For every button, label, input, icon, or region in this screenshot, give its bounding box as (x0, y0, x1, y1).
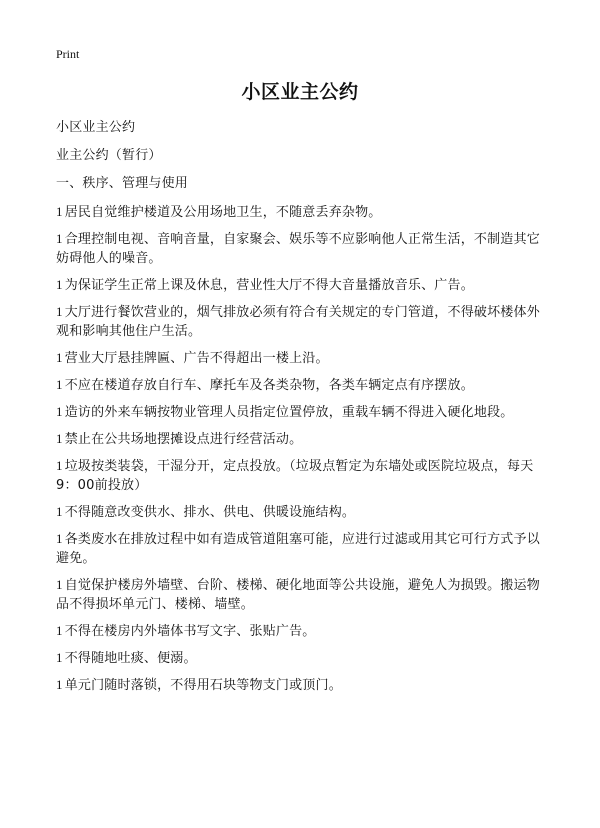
rule-item (56, 348, 542, 368)
rule-item (56, 502, 542, 522)
print-link[interactable]: Print (56, 47, 80, 61)
document-subtitle: 小区业主公约 (56, 120, 136, 135)
rule-number: 1 (56, 377, 63, 392)
rule-item (56, 275, 542, 295)
document-content (56, 118, 542, 702)
rule-number: 1 (56, 231, 63, 246)
rule-text: 为保证学生正常上课及休息，营业性大厅不得大音量播放音乐、广告。 (64, 278, 474, 293)
rule-item (56, 575, 542, 614)
rule-text: 营业大厅悬挂牌匾、广告不得超出一楼上沿。 (64, 351, 329, 366)
rule-item (56, 675, 542, 695)
rule-number: 1 (56, 504, 63, 519)
rule-item (56, 621, 542, 641)
rule-number: 1 (56, 304, 63, 319)
rule-text: 各类废水在排放过程中如有造成管道阻塞可能，应进行过滤或用其它可行方式予以避免。 (56, 532, 540, 566)
rule-text: 单元门随时落锁，不得用石块等物支门或顶门。 (64, 678, 342, 693)
rule-text: 不应在楼道存放自行车、摩托车及各类杂物，各类车辆定点有序摆放。 (64, 378, 474, 393)
page-title: 小区业主公约 (241, 81, 359, 103)
rule-item (56, 202, 542, 222)
rule-number: 1 (56, 650, 63, 665)
rule-number: 1 (56, 623, 63, 638)
rule-number: 1 (56, 277, 63, 292)
rule-text: 不得随地吐痰、便溺。 (64, 651, 197, 666)
rule-item (56, 302, 542, 341)
rule-number: 1 (56, 204, 63, 219)
rule-item (56, 429, 542, 449)
rule-item (56, 648, 542, 668)
rule-text: 禁止在公共场地摆摊设点进行经营活动。 (64, 432, 303, 447)
rule-number: 1 (56, 458, 63, 473)
rule-item (56, 529, 542, 568)
rule-number: 1 (56, 677, 63, 692)
rule-number: 1 (56, 431, 63, 446)
rule-item (56, 402, 542, 422)
rule-text: 不得随意改变供水、排水、供电、供暖设施结构。 (64, 505, 356, 520)
rule-item (56, 375, 542, 395)
rule-text: 合理控制电视、音响音量，自家聚会、娱乐等不应影响他人正常生活，不制造其它妨碍他人的噪音。 (56, 232, 540, 266)
rules-list (56, 202, 542, 695)
rule-item (56, 229, 542, 268)
rule-text: 大厅进行餐饮营业的，烟气排放必须有符合有关规定的专门管道，不得破坏楼体外观和影响其他住户生活。 (56, 305, 540, 339)
rule-number: 1 (56, 350, 63, 365)
rule-text: 居民自觉维护楼道及公用场地卫生，不随意丢弃杂物。 (64, 205, 382, 220)
rule-text: 垃圾按类装袋，干湿分开，定点投放。（垃圾点暂定为东墙处或医院垃圾点，每天9：00前投放） (56, 459, 534, 493)
rule-text: 自觉保护楼房外墙壁、台阶、楼梯、硬化地面等公共设施，避免人为损毁。搬运物品不得损坏单元门、楼梯、墙壁。 (56, 578, 540, 612)
rule-text: 不得在楼房内外墙体书写文字、张贴广告。 (64, 624, 316, 639)
rule-number: 1 (56, 404, 63, 419)
charter-heading: 业主公约（暂行） (56, 148, 162, 163)
rule-item (56, 456, 542, 495)
rule-number: 1 (56, 531, 63, 546)
rule-number: 1 (56, 577, 63, 592)
section-heading: 一、秩序、管理与使用 (56, 176, 189, 191)
rule-text: 造访的外来车辆按物业管理人员指定位置停放，重载车辆不得进入硬化地段。 (64, 405, 514, 420)
